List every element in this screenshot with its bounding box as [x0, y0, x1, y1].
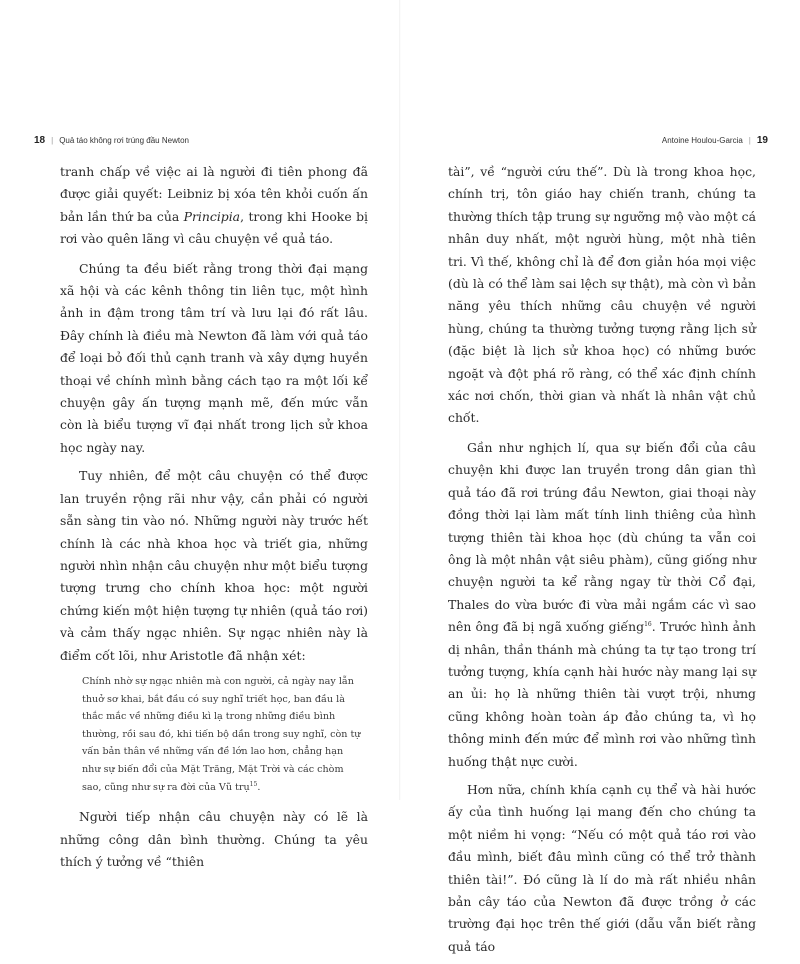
right-running-head: [662, 135, 768, 149]
header-separator: |: [748, 136, 751, 145]
paragraph: Tuy nhiên, để một câu chuyện có thể được lan truyền rộng rãi như vậy, cần phải có người sẵn sàng tin vào nó. Những người này trước hết chính là các nhà khoa học và triết gia, những người nhìn nhận câu chuyện như một biểu tượng tượng trưng cho chính khoa học: một người chứng kiến một hiện tượng tự nhiên (quả táo rơi) và cảm thấy ngạc nhiên. Sự ngạc nhiên này là điểm cốt lõi, như Aristotle đã nhận xét:: [60, 468, 368, 663]
paragraph: tranh chấp về việc ai là người đi tiên phong đã được giải quyết: Leibniz bị xóa tên khỏi cuốn ấn bản lần thứ ba của Principia, trong khi Hooke bị rơi vào quên lãng vì câu chuyện về quả táo.: [60, 164, 368, 247]
paragraph: tài”, về “người cứu thế”. Dù là trong khoa học, chính trị, tôn giáo hay chiến tranh, chúng ta thường thích tập trung sự ngưỡng mộ vào một cá nhân duy nhất, một người hùng, một nhà tiên tri. Vì thế, không chỉ là để đơn giản hóa mọi việc (dù là có thể làm sai lệch sự thật), mà còn vì bản năng yêu thích những câu chuyện về người hùng, chúng ta thường tưởng tượng rằng lịch sử (đặc biệt là lịch sử khoa học) có những bước ngoặt và đột phá rõ ràng, có thể xác định chính xác nơi chốn, thời gian và nhất là nhân vật chủ chốt.: [448, 164, 756, 426]
footnote-marker: 16: [644, 621, 652, 628]
paragraph: Người tiếp nhận câu chuyện này có lẽ là những công dân bình thường. Chúng ta yêu thích ý tưởng về “thiên: [60, 809, 368, 869]
italic-title: Principia: [183, 208, 241, 224]
right-page: [400, 0, 800, 954]
block-quote: Chính nhờ sự ngạc nhiên mà con người, cả ngày nay lẫn thuở sơ khai, bắt đầu có suy nghĩ triết học, ban đầu là thắc mắc về những điều kì lạ trong những điều bình thường, rồi sau đó, khi tiến bộ dần trong suy nghĩ, còn tự vấn bản thân về những vấn đề lớn lao hơn, chẳng hạn như sự biến đổi của Mặt Trăng, Mặt Trời và các chòm sao, cũng như sự ra đời của Vũ trụ$^{15}$.: [82, 675, 361, 793]
page-number: 19: [756, 135, 768, 146]
paragraph: Chúng ta đều biết rằng trong thời đại mạng xã hội và các kênh thông tin liên tục, một hình ảnh in đậm trong tâm trí và lưu lại đó rất lâu. Đây chính là điều mà Newton đã làm với quả táo để loại bỏ đối thủ cạnh tranh và xây dựng huyền thoại về chính mình bằng cách tạo ra một lối kể chuyện gây ấn tượng mạnh mẽ, đến mức vẫn còn là biểu tượng vĩ đại nhất trong lịch sử khoa học ngày nay.: [60, 260, 368, 455]
left-running-head: [34, 135, 189, 149]
footnote-marker: 15: [249, 780, 258, 788]
left-page: [0, 0, 400, 869]
paragraph: Gần như nghịch lí, qua sự biến đổi của câu chuyện khi được lan truyền trong dân gian thì quả táo đã rơi trúng đầu Newton, giai thoại này đồng thời lại làm mất tính linh thiêng của hình tượng thiên tài khoa học (dù chúng ta vẫn coi ông là một nhân vật siêu phàm), cũng giống như chuyện người ta kể rằng ngay từ thời Cổ đại, Thales do vừa bước đi vừa mải ngắm các vì sao nên ông đã bị ngã xuống giếng$^{16}$. Trước hình ảnh dị nhân, thần thánh mà chúng ta tự tạo trong trí tưởng tượng, khía cạnh hài hước này mang lại sự an ủi: họ là những thiên tài vượt trội, nhưng cũng không hoàn toàn áp đảo chúng ta, vì họ thông minh đến mức để mình rơi vào những tình huống thật nực cười.: [448, 439, 756, 769]
header-separator: |: [51, 136, 54, 145]
author-name: Antoine Houlou-Garcia: [661, 136, 743, 145]
book-title: Quả táo không rơi trúng đầu Newton: [59, 136, 189, 145]
left-page-body: [60, 161, 368, 879]
page-number: 18: [34, 135, 46, 146]
right-page-body: [448, 161, 756, 964]
paragraph: Hơn nữa, chính khía cạnh cụ thể và hài hước ấy của tình huống lại mang đến cho chúng ta một niềm hi vọng: “Nếu có một quả táo rơi vào đầu mình, biết đâu mình cũng có thể trở thành thiên tài!”. Đó cũng là lí do mà rất nhiều nhân bản cây táo của Newton đã được trồng ở các trường đại học trên thế giới (dẫu vẫn biết rằng quả táo: [448, 781, 756, 954]
